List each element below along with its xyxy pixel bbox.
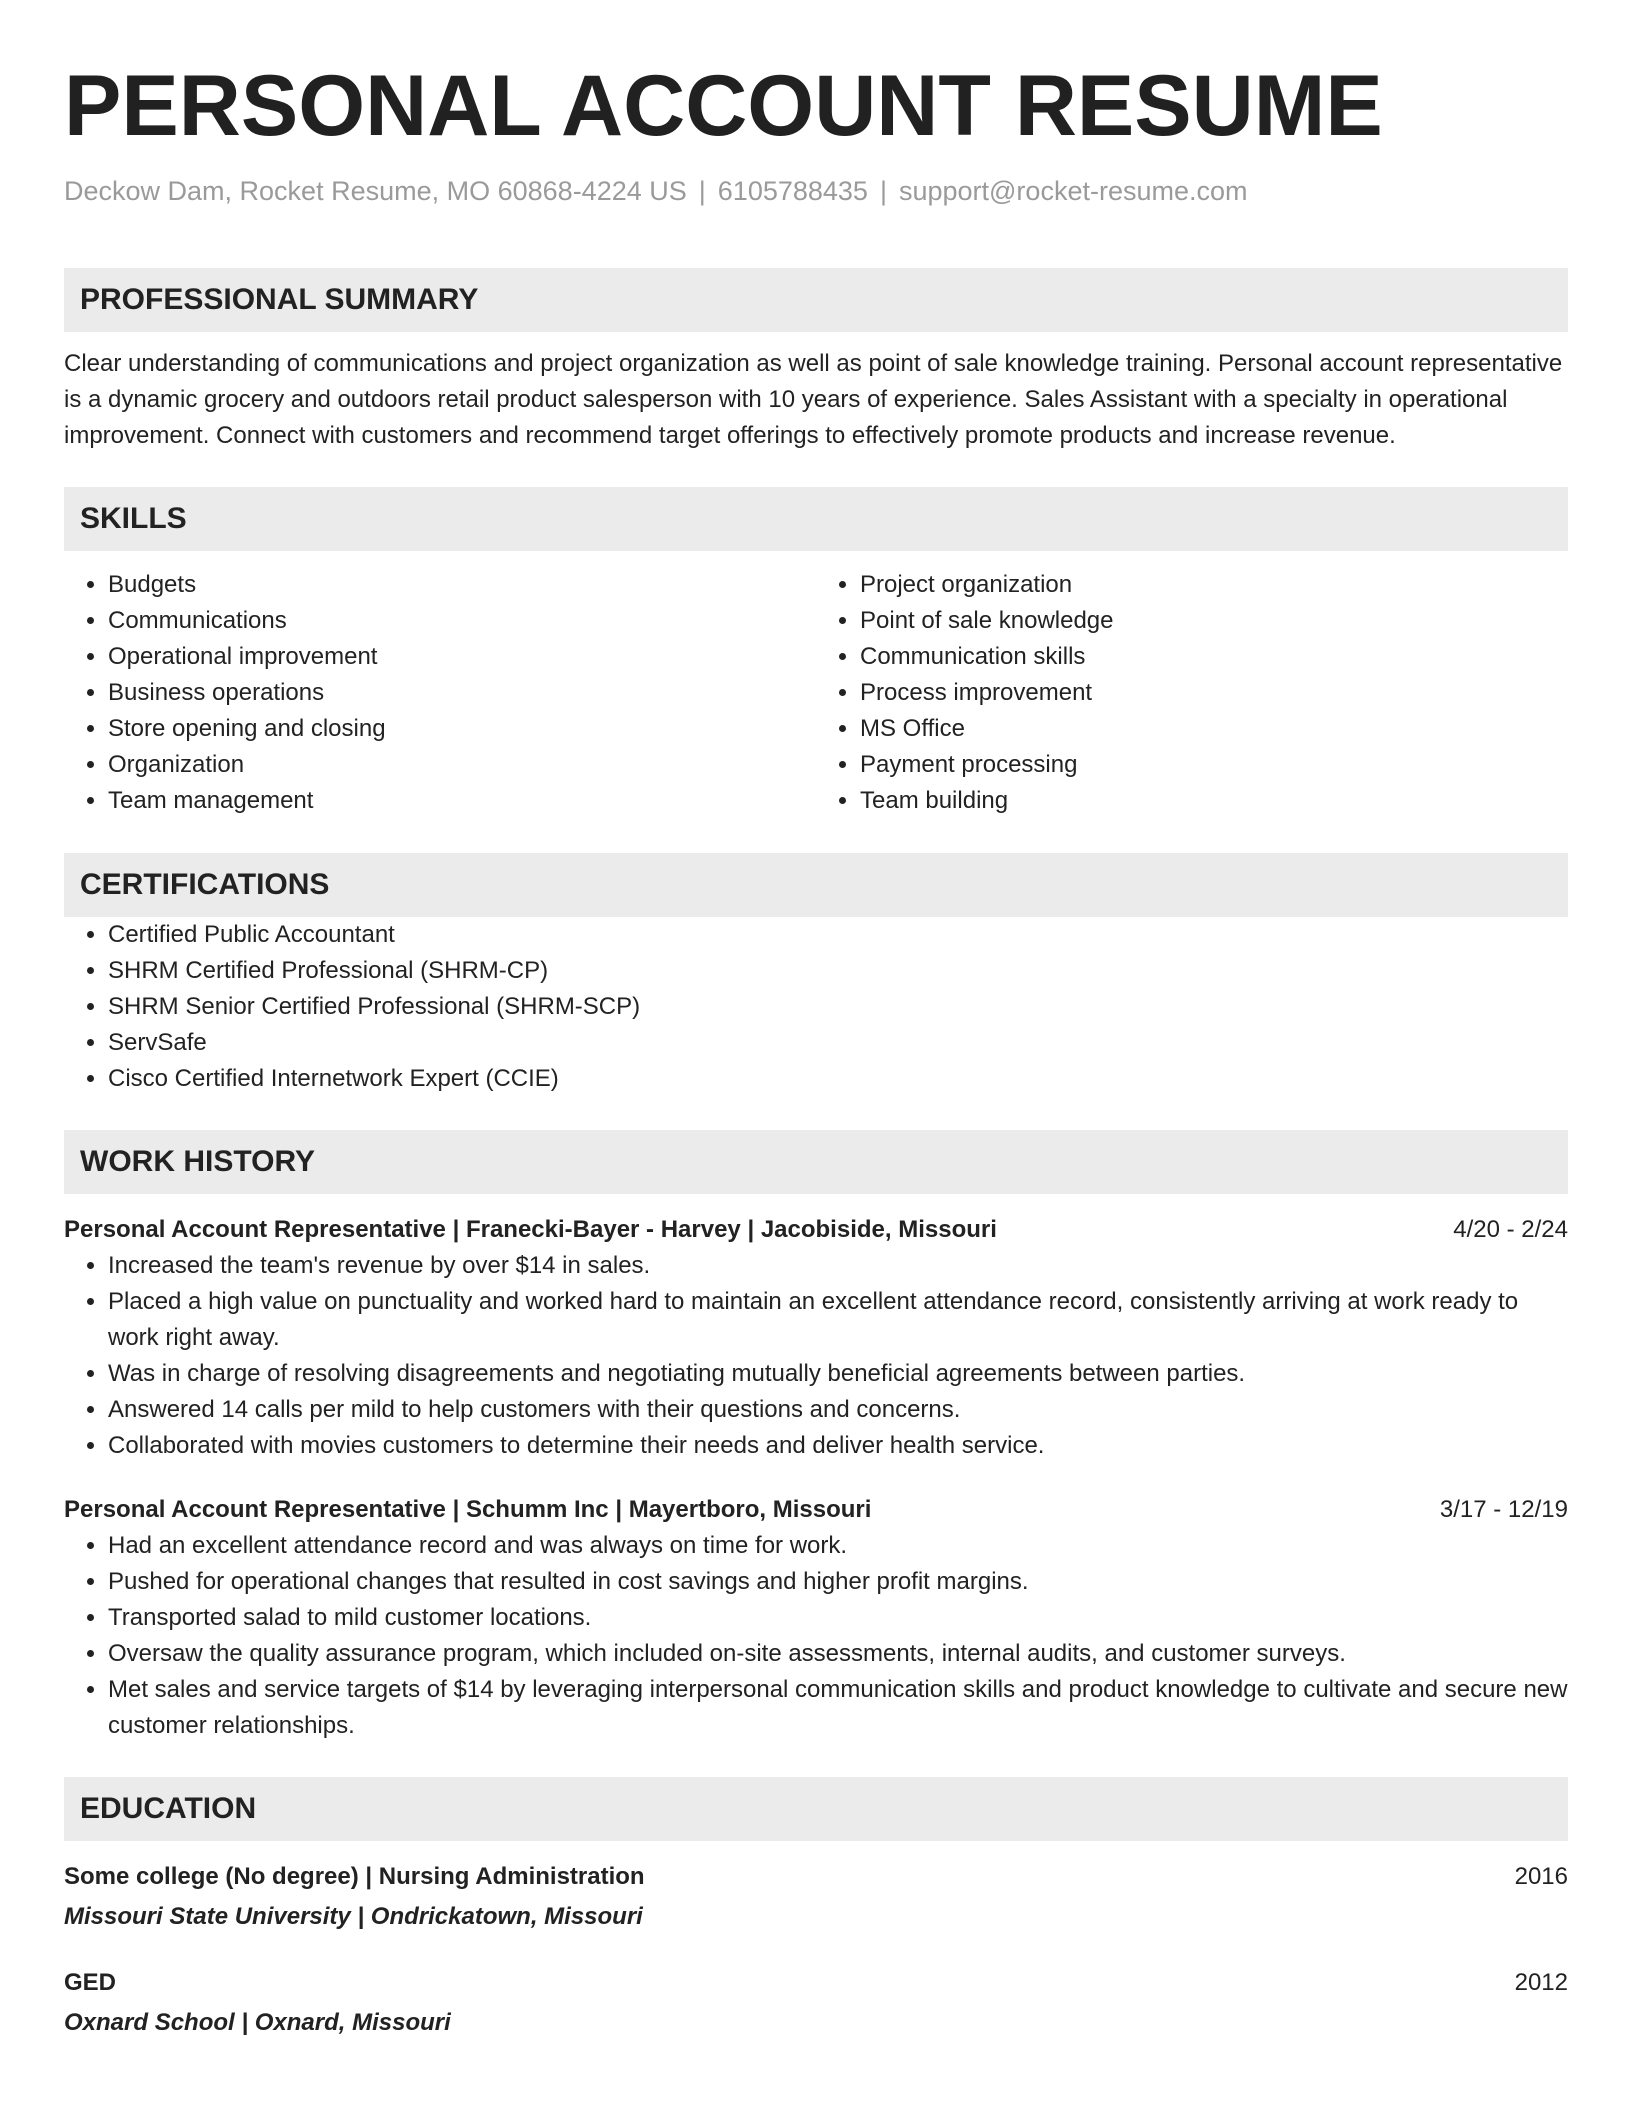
certifications-section-header: CERTIFICATIONS [64, 853, 1568, 917]
skill-item: • Project organization [860, 567, 1568, 603]
skills-right-column [816, 567, 1568, 819]
job-bullet: • Collaborated with movies customers to determine their needs and deliver health service. [108, 1428, 1568, 1464]
job-heading-row [64, 1212, 1568, 1248]
certification-item: • SHRM Certified Professional (SHRM-CP) [108, 953, 1568, 989]
job-heading-row [64, 1492, 1568, 1528]
education-school: Missouri State University | Ondrickatown, Missouri [64, 1903, 643, 1930]
job-bullet: • Had an excellent attendance record and was always on time for work. [108, 1528, 1568, 1564]
skill-item: • MS Office [860, 711, 1568, 747]
contact-email[interactable]: support@rocket-resume.com [898, 176, 1248, 206]
job-title: Personal Account Representative | Schumm Inc | Mayertboro, Missouri [64, 1496, 872, 1523]
certification-item: • Cisco Certified Internetwork Expert (CCIE) [108, 1061, 1568, 1097]
skill-item: • Process improvement [860, 675, 1568, 711]
job-entry [64, 1212, 1568, 1464]
job-bullet: • Met sales and service targets of $14 by leveraging interpersonal communication skills and product knowledge to cultivate and secure new customer relationships. [108, 1672, 1568, 1744]
job-bullets [64, 1528, 1568, 1744]
education-entry [64, 1965, 1568, 2041]
job-bullet: • Pushed for operational changes that resulted in cost savings and higher profit margins. [108, 1564, 1568, 1600]
certification-item: • Certified Public Accountant [108, 917, 1568, 953]
job-bullets [64, 1248, 1568, 1464]
contact-line [64, 174, 1568, 208]
skill-item: • Business operations [108, 675, 816, 711]
resume-title: PERSONAL ACCOUNT RESUME [64, 58, 1383, 154]
contact-address: Deckow Dam, Rocket Resume, MO 60868-4224 US [64, 176, 687, 206]
skills-columns [64, 567, 1568, 819]
job-dates: 3/17 - 12/19 [1439, 1496, 1568, 1523]
work-history-section-header: WORK HISTORY [64, 1130, 1568, 1194]
education-heading-row [64, 1859, 1568, 1895]
education-year: 2012 [1514, 1969, 1568, 1996]
skills-left-column [64, 567, 816, 819]
contact-separator: | [698, 176, 706, 206]
skill-item: • Communications [108, 603, 816, 639]
certification-item: • ServSafe [108, 1025, 1568, 1061]
skill-item: • Point of sale knowledge [860, 603, 1568, 639]
skills-section-header: SKILLS [64, 487, 1568, 551]
skill-item: • Operational improvement [108, 639, 816, 675]
education-degree: Some college (No degree) | Nursing Administration [64, 1863, 645, 1890]
skill-item: • Organization [108, 747, 816, 783]
certification-item: • SHRM Senior Certified Professional (SHRM-SCP) [108, 989, 1568, 1025]
education-school: Oxnard School | Oxnard, Missouri [64, 2009, 451, 2036]
skill-item: • Team building [860, 783, 1568, 819]
skill-item: • Communication skills [860, 639, 1568, 675]
education-year: 2016 [1514, 1863, 1568, 1890]
education-degree: GED [64, 1969, 117, 1996]
job-dates: 4/20 - 2/24 [1453, 1216, 1568, 1243]
job-title: Personal Account Representative | Franecki-Bayer - Harvey | Jacobiside, Missouri [64, 1216, 997, 1243]
skill-item: • Payment processing [860, 747, 1568, 783]
job-bullet: • Increased the team's revenue by over $14 in sales. [108, 1248, 1568, 1284]
job-bullet: • Transported salad to mild customer locations. [108, 1600, 1568, 1636]
job-bullet: • Oversaw the quality assurance program, which included on-site assessments, internal audits, and customer surveys. [108, 1636, 1568, 1672]
skill-item: • Budgets [108, 567, 816, 603]
skill-item: • Store opening and closing [108, 711, 816, 747]
education-entry [64, 1859, 1568, 1935]
skill-item: • Team management [108, 783, 816, 819]
certifications-list [64, 917, 1568, 1097]
summary-section-header: PROFESSIONAL SUMMARY [64, 268, 1568, 332]
education-section-header: EDUCATION [64, 1777, 1568, 1841]
education-heading-row [64, 1965, 1568, 2001]
contact-phone: 6105788435 [717, 176, 868, 206]
job-bullet: • Placed a high value on punctuality and worked hard to maintain an excellent attendance record, consistently arriving at work ready to work right away. [108, 1284, 1568, 1356]
job-entry [64, 1492, 1568, 1744]
job-bullet: • Answered 14 calls per mild to help customers with their questions and concerns. [108, 1392, 1568, 1428]
job-bullet: • Was in charge of resolving disagreements and negotiating mutually beneficial agreements between parties. [108, 1356, 1568, 1392]
summary-text: Clear understanding of communications and project organization as well as point of sale knowledge training. Personal account representative is a dynamic grocery and outdoors retail product salesperson with 10 years of experience. Sales Assistant with a specialty in operational improvement. Connect with customers and recommend target offerings to effectively promote products and increase revenue. [64, 350, 1563, 449]
contact-separator: | [879, 176, 887, 206]
